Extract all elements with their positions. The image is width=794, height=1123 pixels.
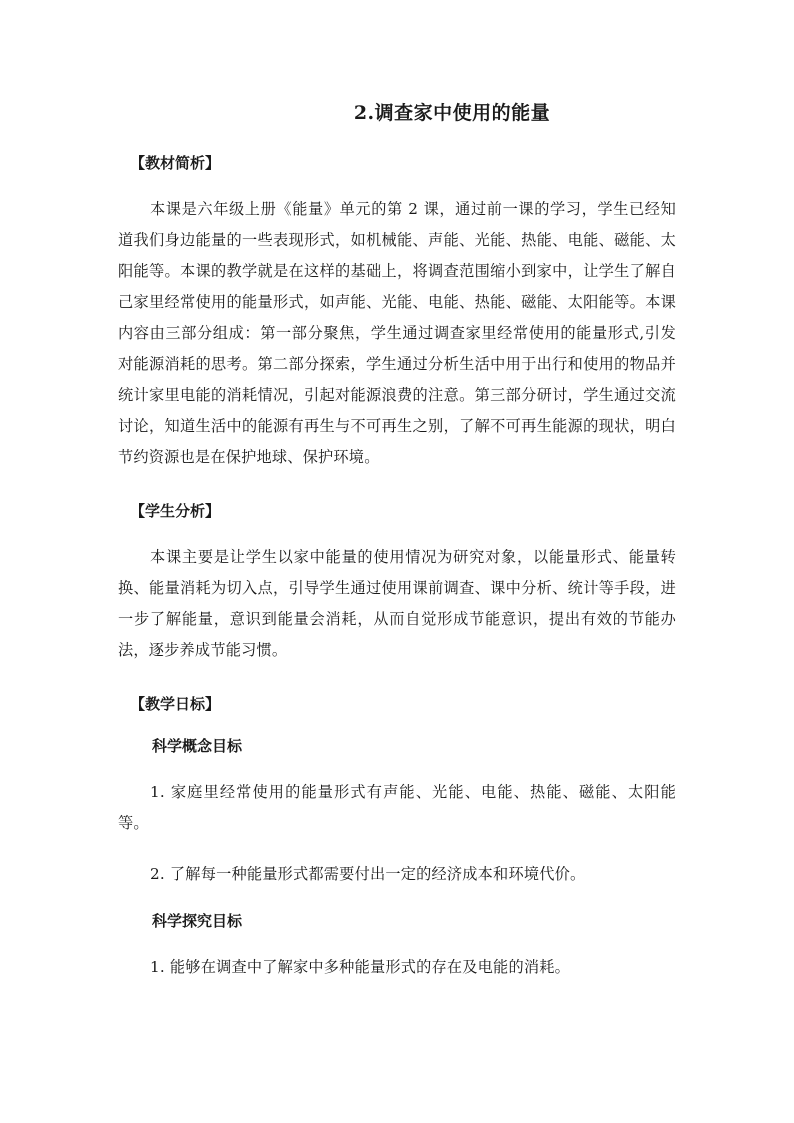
inquiry-goal-item: 1. 能够在调查中了解家中多种能量形式的存在及电能的消耗。 [150,958,570,976]
page-title: 2.调查家中使用的能量 [353,102,551,124]
section-heading-textbook: 【教材简析】 [130,154,221,172]
student-analysis-paragraph: 本课主要是让学生以家中能量的使用情况为研究对象，以能量形式、能量转换、能量消耗为切入点，引导学生通过使用课前调查、课中分析、统计等手段，进一步了解能量，意识到能量会消耗，从而自觉形成节能意识，提出有效的节能办法，逐步养成节能习惯。 [118,548,676,659]
textbook-analysis-paragraph: 本课是六年级上册《能量》单元的第 2 课，通过前一课的学习，学生已经知道我们身边能量的一些表现形式，如机械能、声能、光能、热能、电能、磁能、太阳能等。本课的教学就是在这样的基础上，将调查范围缩小到家中，让学生了解自己家里经常使用的能量形式，如声能、光能、电能、热能、磁能、太阳能等。本课内容由三部分组成：第一部分聚焦，学生通过调查家里经常使用的能量形式,引发对能源消耗的思考。第二部分探索，学生通过分析生活中用于出行和使用的物品并统计家里电能的消耗情况，引起对能源浪费的注意。第三部分研讨，学生通过交流讨论，知道生活中的能源有再生与不可再生之别，了解不可再生能源的现状，明白节约资源也是在保护地球、保护环境。 [118,200,676,466]
document-body [118,140,676,983]
concept-goal-item: 2. 了解每一种能量形式都需要付出一定的经济成本和环境代价。 [150,865,586,883]
concept-goals-subheading: 科学概念目标 [152,737,243,755]
concept-goal-item: 1. 家庭里经常使用的能量形式有声能、光能、电能、热能、磁能、太阳能等。 [118,783,676,832]
inquiry-goals-subheading: 科学探究目标 [152,912,243,930]
section-heading-students: 【学生分析】 [130,502,221,520]
section-heading-goals: 【教学日标】 [130,695,221,713]
